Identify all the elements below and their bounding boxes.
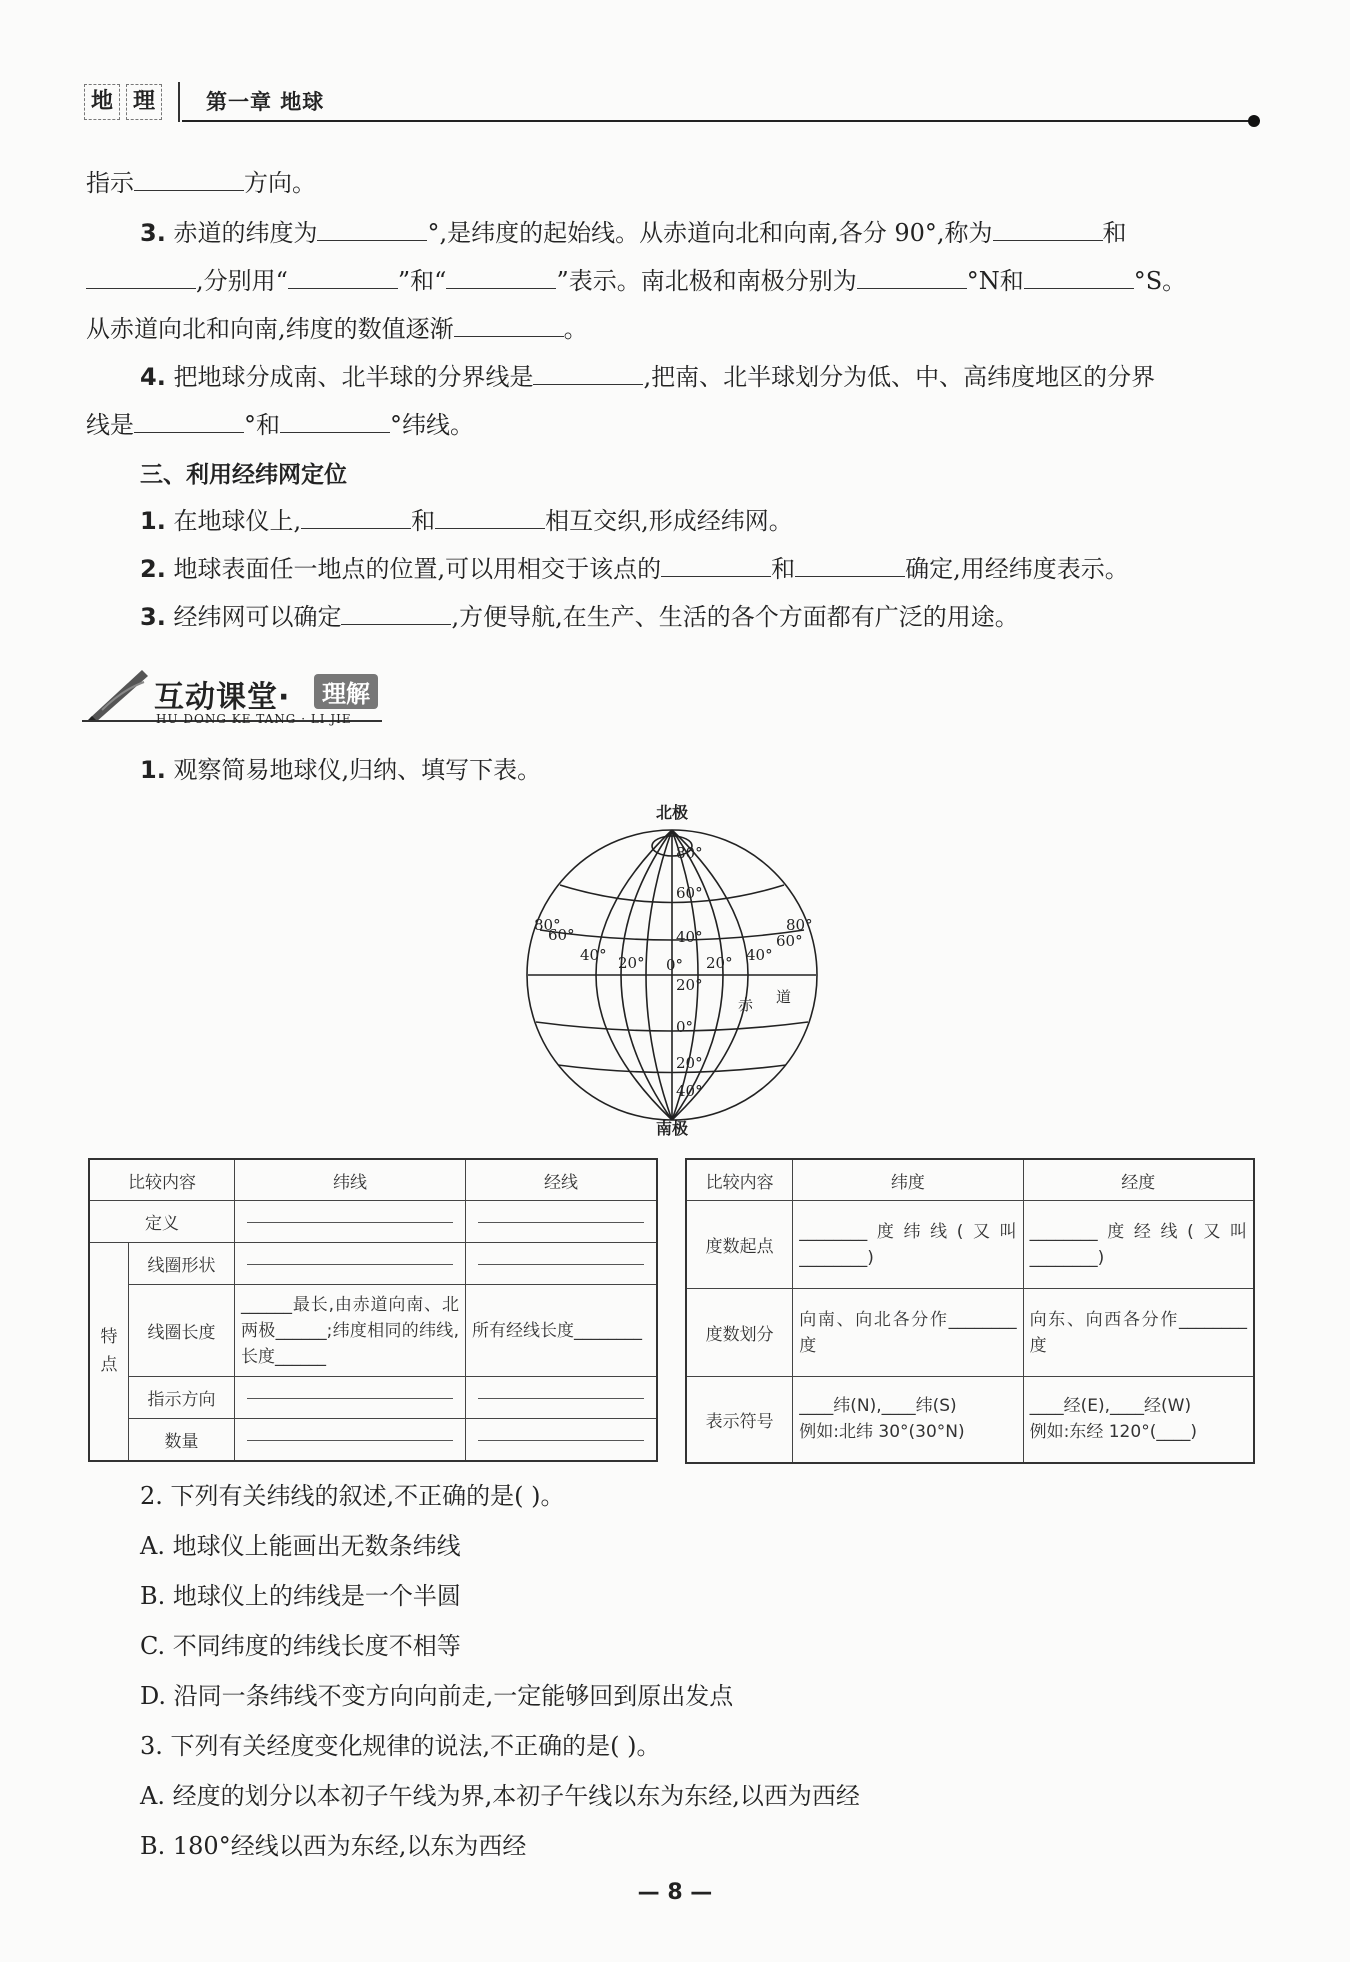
lat-label: 40° <box>676 928 703 946</box>
table-header: 经线 <box>466 1159 658 1201</box>
answer-blank[interactable] <box>86 264 196 289</box>
answer-blank[interactable] <box>661 552 771 577</box>
table-header: 纬度 <box>793 1159 1023 1201</box>
answer-blank[interactable] <box>857 264 967 289</box>
answer-blank[interactable] <box>134 408 244 433</box>
lon-label: 20° <box>618 954 645 972</box>
option[interactable]: A. 经度的划分以本初子午线为界,本初子午线以东为东经,以西为西经 <box>140 1782 860 1810</box>
answer-blank[interactable] <box>134 166 244 191</box>
row-label: 度数划分 <box>686 1289 793 1377</box>
banner-subtitle: HU DONG KE TANG · LI JIE <box>156 712 352 726</box>
answer-cell[interactable] <box>235 1201 466 1243</box>
globe-figure <box>500 800 850 1140</box>
answer-blank[interactable] <box>533 360 643 385</box>
section-title: 三、利用经纬网定位 <box>140 462 347 488</box>
paragraph-line: 3. 赤道的纬度为 °,是纬度的起始线。从赤道向北和向南,各分 90°,称为 和 <box>140 216 1127 249</box>
lon-label: 60° <box>548 926 575 944</box>
lon-label: 60° <box>776 932 803 950</box>
subject-char: 理 <box>126 84 162 120</box>
paragraph-line: 从赤道向北和向南,纬度的数值逐渐 。 <box>86 312 588 345</box>
header-rule <box>182 120 1252 122</box>
answer-blank[interactable] <box>341 600 451 625</box>
option[interactable]: A. 地球仪上能画出无数条纬线 <box>140 1532 461 1560</box>
answer-cell[interactable]: 所有经线长度________ <box>466 1285 658 1377</box>
question-1: 1. 观察简易地球仪,归纳、填写下表。 <box>140 756 542 784</box>
question-3-stem: 3. 下列有关经度变化规律的说法,不正确的是( )。 <box>140 1732 661 1760</box>
answer-blank[interactable] <box>280 408 390 433</box>
answer-cell[interactable]: ________度经线(又叫________) <box>1023 1201 1254 1289</box>
answer-cell[interactable] <box>466 1201 658 1243</box>
option[interactable]: D. 沿同一条纬线不变方向向前走,一定能够回到原出发点 <box>140 1682 734 1710</box>
row-label: 线圈长度 <box>129 1285 235 1377</box>
row-label: 线圈形状 <box>129 1243 235 1285</box>
lon-label: 40° <box>746 946 773 964</box>
equator-label: 赤 <box>738 996 754 1014</box>
header-separator <box>178 82 180 122</box>
answer-cell[interactable]: ________度纬线(又叫________) <box>793 1201 1023 1289</box>
row-label: 定义 <box>89 1201 235 1243</box>
lat-label: 0° <box>676 1018 694 1036</box>
latlon-degree-table <box>685 1158 1255 1464</box>
option[interactable]: C. 不同纬度的纬线长度不相等 <box>140 1632 461 1660</box>
lat-label: 20° <box>676 1054 703 1072</box>
section-banner <box>82 660 402 730</box>
paragraph-line: 3. 经纬网可以确定 ,方便导航,在生产、生活的各个方面都有广泛的用途。 <box>140 600 1019 633</box>
subject-char: 地 <box>84 84 120 120</box>
answer-blank[interactable] <box>435 504 545 529</box>
table-header: 纬线 <box>235 1159 466 1201</box>
lon-label: 80° <box>534 916 561 934</box>
option[interactable]: B. 180°经线以西为东经,以东为西经 <box>140 1832 527 1860</box>
question-2-stem: 2. 下列有关纬线的叙述,不正确的是( )。 <box>140 1482 565 1510</box>
answer-blank[interactable] <box>795 552 905 577</box>
answer-cell[interactable] <box>235 1377 466 1419</box>
page-header <box>82 78 1262 128</box>
pen-icon <box>82 660 152 724</box>
lon-label: 40° <box>580 946 607 964</box>
answer-cell[interactable] <box>235 1419 466 1461</box>
page-number: — 8 — <box>637 1880 713 1905</box>
south-pole-label: 南极 <box>655 1119 689 1138</box>
row-label: 数量 <box>129 1419 235 1461</box>
row-label: 表示符号 <box>686 1377 793 1463</box>
lat-label: 40° <box>676 1082 703 1100</box>
lon-label: 80° <box>786 916 813 934</box>
answer-cell[interactable]: 向南、向北各分作________度 <box>793 1289 1023 1377</box>
answer-cell[interactable] <box>466 1419 658 1461</box>
equator-label: 道 <box>776 988 792 1006</box>
paragraph-line: 4. 把地球分成南、北半球的分界线是 ,把南、北半球划分为低、中、高纬度地区的分界 <box>140 360 1155 393</box>
banner-title: 互动课堂· <box>154 680 291 715</box>
north-pole-label: 北极 <box>655 803 689 822</box>
lon-label: 0° <box>666 956 684 974</box>
answer-cell[interactable] <box>466 1243 658 1285</box>
lon-label: 20° <box>706 954 733 972</box>
paragraph-line: 2. 地球表面任一地点的位置,可以用相交于该点的 和 确定,用经纬度表示。 <box>140 552 1129 585</box>
answer-blank[interactable] <box>317 216 427 241</box>
option[interactable]: B. 地球仪上的纬线是一个半圆 <box>140 1582 461 1610</box>
lat-label: 80° <box>676 844 703 862</box>
lat-label: 60° <box>676 884 703 902</box>
answer-cell[interactable] <box>466 1377 658 1419</box>
paragraph-line: 线是 °和 °纬线。 <box>86 408 474 441</box>
table-header: 比较内容 <box>89 1159 235 1201</box>
latlon-line-table <box>88 1158 658 1462</box>
header-rule-dot <box>1248 115 1260 127</box>
paragraph-line: 1. 在地球仪上, 和 相互交织,形成经纬网。 <box>140 504 793 537</box>
answer-blank[interactable] <box>288 264 398 289</box>
table-header: 比较内容 <box>686 1159 793 1201</box>
answer-blank[interactable] <box>993 216 1103 241</box>
answer-cell[interactable]: 向东、向西各分作________度 <box>1023 1289 1254 1377</box>
chapter-title: 第一章 地球 <box>206 89 325 114</box>
answer-blank[interactable] <box>446 264 556 289</box>
answer-blank[interactable] <box>1024 264 1134 289</box>
paragraph-line: ,分别用“ ”和“ ”表示。南北极和南极分别为 °N和 °S。 <box>86 264 1186 297</box>
answer-blank[interactable] <box>301 504 411 529</box>
row-label: 度数起点 <box>686 1201 793 1289</box>
table-header: 经度 <box>1023 1159 1254 1201</box>
answer-cell[interactable]: ______最长,由赤道向南、北两极______;纬度相同的纬线,长度______ <box>235 1285 466 1377</box>
answer-cell[interactable]: ____纬(N),____纬(S) 例如:北纬 30°(30°N) <box>793 1377 1023 1463</box>
answer-cell[interactable] <box>235 1243 466 1285</box>
row-label: 指示方向 <box>129 1377 235 1419</box>
group-label: 特点 <box>89 1243 129 1461</box>
paragraph-line: 指示 方向。 <box>86 166 316 199</box>
banner-tag: 理解 <box>314 674 378 709</box>
answer-blank[interactable] <box>454 312 564 337</box>
subject-label <box>84 84 162 118</box>
lat-label: 20° <box>676 976 703 994</box>
answer-cell[interactable]: ____经(E),____经(W) 例如:东经 120°(____) <box>1023 1377 1254 1463</box>
